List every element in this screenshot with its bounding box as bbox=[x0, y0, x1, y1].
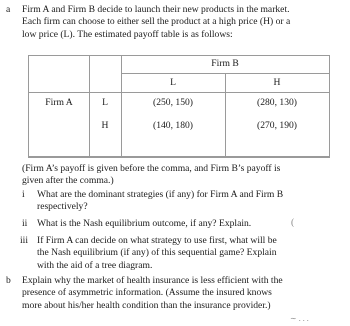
note-line: given after the comma.) bbox=[22, 175, 114, 187]
scan-mark: ( bbox=[291, 217, 295, 228]
question-text bbox=[37, 189, 347, 214]
part-b-text bbox=[22, 275, 347, 312]
part-b-line: presence of asymmetric information. (Assume the insured knows bbox=[22, 287, 272, 299]
note-line: (Firm A’s payoff is given before the comma, and Firm B’s payoff is bbox=[22, 163, 281, 174]
payoff-cell: (140, 180) bbox=[153, 120, 193, 131]
question-number: i bbox=[22, 189, 25, 200]
payoff-cell: (250, 150) bbox=[153, 97, 193, 108]
intro-line: Firm A and Firm B decide to launch their new products in the market. bbox=[22, 4, 290, 15]
row-strategy-header: H bbox=[101, 120, 109, 131]
question-line: respectively? bbox=[37, 201, 88, 213]
payoff-table bbox=[28, 55, 330, 158]
question-line: the Nash equilibrium (if any) of this sequential game? Explain bbox=[37, 247, 277, 259]
row-player-label: Firm A bbox=[45, 97, 73, 108]
question-number: iii bbox=[20, 235, 28, 246]
intro-line: Each firm can choose to either sell the product at a high price (H) or a bbox=[22, 16, 291, 28]
question-text bbox=[37, 218, 347, 230]
payoff-note bbox=[22, 163, 347, 188]
part-b-line: Explain why the market of health insurance is less efficient with the bbox=[22, 275, 283, 286]
question-number: ii bbox=[22, 218, 28, 229]
question-text bbox=[37, 235, 347, 272]
column-player-label: Firm B bbox=[211, 58, 239, 69]
table-divider bbox=[29, 92, 329, 93]
column-strategy-header: H bbox=[273, 77, 281, 88]
payoff-cell: (280, 130) bbox=[257, 97, 297, 108]
column-strategy-header: L bbox=[170, 77, 176, 88]
part-b-label: b bbox=[6, 275, 11, 286]
table-divider bbox=[29, 156, 329, 157]
question-line: What are the dominant strategies (if any) for Firm A and Firm B bbox=[37, 189, 284, 200]
scan-mark: ∼ . . . bbox=[290, 314, 309, 323]
question-line: What is the Nash equilibrium outcome, if any? Explain. bbox=[37, 218, 252, 229]
part-a-intro bbox=[22, 4, 347, 41]
question-line: If Firm A can decide on what strategy to use first, what will be bbox=[37, 235, 277, 246]
question-line: with the aid of a tree diagram. bbox=[37, 259, 153, 271]
payoff-cell: (270, 190) bbox=[257, 120, 297, 131]
part-b-line: more about his/her health condition than the insurance provider.) bbox=[22, 299, 271, 311]
part-a-label: a bbox=[6, 4, 11, 15]
row-strategy-header: L bbox=[102, 97, 108, 108]
intro-line: low price (L). The estimated payoff table is as follows: bbox=[22, 28, 233, 40]
